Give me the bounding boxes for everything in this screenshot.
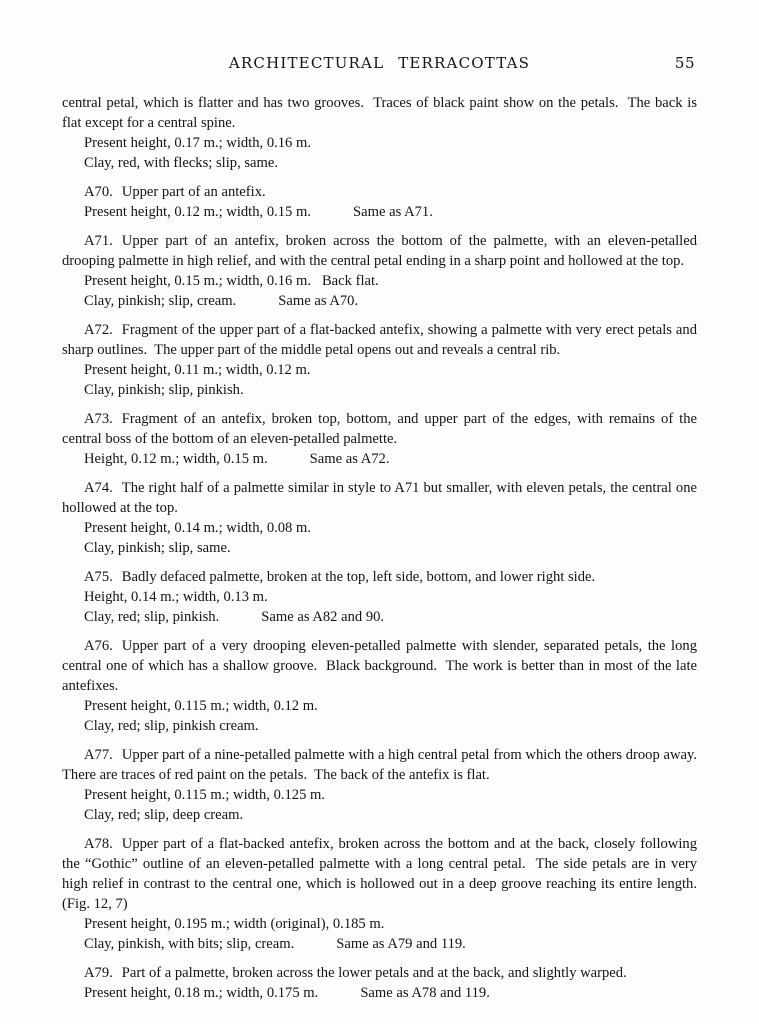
catalog-entry-a75: [62, 567, 697, 627]
detail-text: Present height, 0.11 m.; width, 0.12 m.: [84, 362, 311, 378]
detail-text: Clay, red; slip, pinkish.: [84, 609, 220, 625]
detail-text: Present height, 0.195 m.; width (original), 0.185 m.: [84, 916, 385, 932]
entry-number: A76.: [84, 638, 113, 654]
entry-number: A74.: [84, 480, 113, 496]
same-as-note: Same as A72.: [309, 451, 390, 467]
entry-description-text: The right half of a palmette similar in style to A71 but smaller, with eleven petals, the central one hollowed at the top.: [62, 480, 701, 516]
entry-description: [62, 409, 701, 449]
entry-description-text: Upper part of an antefix.: [121, 184, 266, 200]
catalog-entry-a78: [62, 834, 705, 954]
entry-description: [62, 834, 705, 914]
entry-description-text: Fragment of the upper part of a flat-backed antefix, showing a palmette with very erect petals and sharp outlines. The upper part of the middle petal opens out and reveals a central rib.: [62, 322, 701, 358]
detail-text: Height, 0.14 m.; width, 0.13 m.: [84, 589, 268, 605]
entry-description: [62, 93, 701, 133]
dimension-line: [62, 360, 697, 380]
clay-line: [62, 607, 697, 627]
catalog-entry-a72: [62, 320, 701, 400]
clay-line: [62, 805, 697, 825]
entry-description: [62, 320, 701, 360]
detail-text: Present height, 0.12 m.; width, 0.15 m.: [84, 204, 312, 220]
dimension-line: [62, 785, 697, 805]
entry-number: A70.: [84, 184, 113, 200]
entry-number: A73.: [84, 411, 113, 427]
detail-text: Present height, 0.18 m.; width, 0.175 m.: [84, 985, 319, 1001]
catalog-entry-a76: [62, 636, 701, 736]
entry-description-text: Upper part of a flat-backed antefix, broken across the bottom and at the back, closely following the “Gothic” outline of an eleven-petalled palmette with a long central petal. The side petals are in very high relief in contrast to the central one, which is hollowed out in a deep groove reaching its entire length. (Fig. 12, 7): [62, 836, 705, 912]
detail-text: Clay, pinkish; slip, cream.: [84, 293, 237, 309]
dimension-line: [62, 449, 697, 469]
entry-description: [62, 745, 705, 785]
entry-description-text: Upper part of a very drooping eleven-petalled palmette with slender, separated petals, the long central one of which has a shallow groove. Black background. The work is better than in most of the late antefixes.: [62, 638, 701, 694]
entry-description-text: Upper part of a nine-petalled palmette with a high central petal from which the others droop away. There are traces of red paint on the petals. The back of the antefix is flat.: [62, 747, 705, 783]
entry-number: A72.: [84, 322, 113, 338]
entry-description: [62, 478, 701, 518]
detail-text: Height, 0.12 m.; width, 0.15 m.: [84, 451, 268, 467]
same-as-note: Same as A70.: [278, 293, 359, 309]
entry-description-text: Fragment of an antefix, broken top, bottom, and upper part of the edges, with remains of the central boss of the bottom of an eleven-petalled palmette.: [62, 411, 701, 447]
entry-number: A78.: [84, 836, 113, 852]
clay-line: [62, 538, 697, 558]
dimension-line: [62, 696, 697, 716]
page-number: 55: [674, 54, 695, 72]
dimension-line: [62, 587, 697, 607]
catalog-entry-a71: [62, 231, 701, 311]
catalog-entry-a79: [62, 963, 697, 1003]
entry-number: A71.: [84, 233, 113, 249]
entry-description: [62, 231, 701, 271]
detail-text: Clay, red; slip, deep cream.: [84, 807, 244, 823]
dimension-line: [62, 271, 697, 291]
catalog-entry-a74: [62, 478, 701, 558]
detail-text: Present height, 0.15 m.; width, 0.16 m. Back flat.: [84, 273, 379, 289]
clay-line: [62, 380, 697, 400]
entry-number: A79.: [84, 965, 113, 981]
dimension-line: [62, 518, 697, 538]
detail-text: Clay, pinkish; slip, same.: [84, 540, 231, 556]
detail-text: Present height, 0.115 m.; width, 0.125 m.: [84, 787, 326, 803]
catalog-entry-a73: [62, 409, 701, 469]
clay-line: [62, 153, 697, 173]
entry-description-text: Badly defaced palmette, broken at the top, left side, bottom, and lower right side.: [121, 569, 596, 585]
same-as-note: Same as A82 and 90.: [261, 609, 385, 625]
detail-text: Clay, pinkish, with bits; slip, cream.: [84, 936, 295, 952]
detail-text: Present height, 0.17 m.; width, 0.16 m.: [84, 135, 312, 151]
detail-text: Clay, pinkish; slip, pinkish.: [84, 382, 244, 398]
catalog-entry-continuation: [62, 93, 701, 173]
detail-text: Clay, red, with flecks; slip, same.: [84, 155, 279, 171]
entry-number: A75.: [84, 569, 113, 585]
same-as-note: Same as A71.: [353, 204, 433, 220]
clay-line: [62, 716, 697, 736]
entry-description: [62, 963, 697, 983]
same-as-note: Same as A78 and 119.: [360, 985, 490, 1001]
detail-text: Clay, red; slip, pinkish cream.: [84, 718, 259, 734]
entry-description: [62, 182, 697, 202]
dimension-line: [62, 202, 697, 222]
catalog-entry-a77: [62, 745, 705, 825]
entry-description: [62, 636, 701, 696]
catalog-entry-a70: [62, 182, 697, 222]
entry-number: A77.: [84, 747, 113, 763]
running-title: ARCHITECTURAL TERRACOTTAS: [228, 54, 531, 72]
detail-text: Present height, 0.14 m.; width, 0.08 m.: [84, 520, 312, 536]
same-as-note: Same as A79 and 119.: [336, 936, 466, 952]
detail-text: Present height, 0.115 m.; width, 0.12 m.: [84, 698, 318, 714]
dimension-line: [62, 914, 697, 934]
clay-line: [62, 934, 697, 954]
dimension-line: [62, 133, 697, 153]
entry-description-text: Part of a palmette, broken across the lower petals and at the back, and slightly warped.: [121, 965, 627, 981]
entry-description-text: Upper part of an antefix, broken across the bottom of the palmette, with an eleven-petalled drooping palmette in high relief, and with the central petal ending in a sharp point and hollowed at the top.: [62, 233, 701, 269]
clay-line: [62, 291, 697, 311]
entry-description-text: central petal, which is flatter and has two grooves. Traces of black paint show on the petals. The back is flat except for a central spine.: [62, 95, 701, 131]
dimension-line: [62, 983, 697, 1003]
entry-description: [62, 567, 697, 587]
page-header: [62, 54, 697, 72]
